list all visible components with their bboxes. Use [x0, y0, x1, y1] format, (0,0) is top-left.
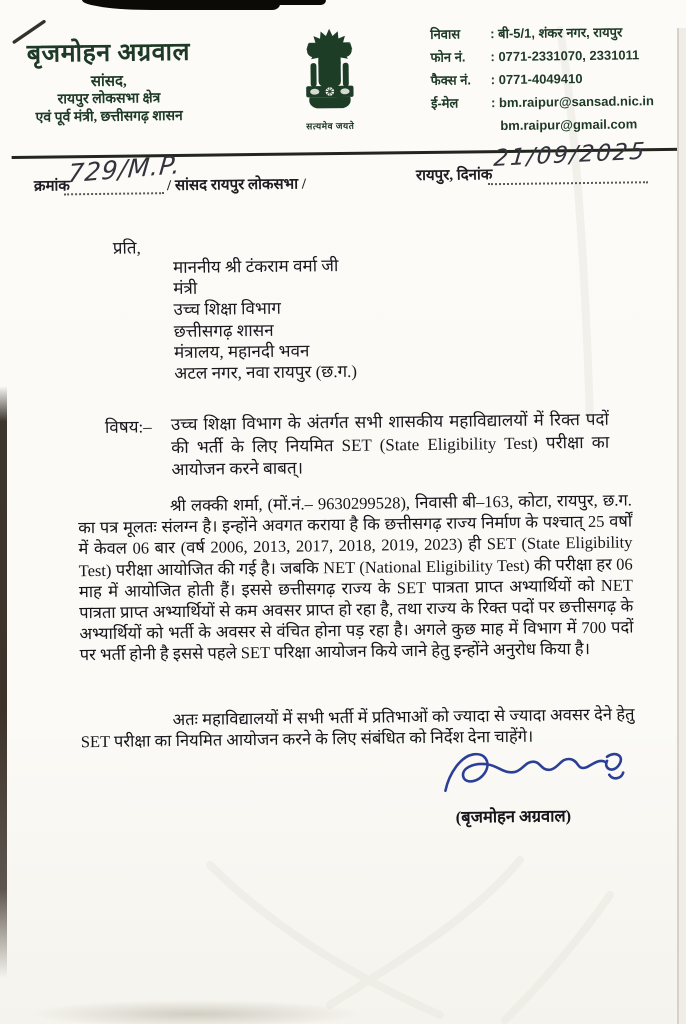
scan-bottom-smudge — [30, 1000, 360, 1024]
letterhead-contact-block — [430, 20, 665, 138]
contact-row-phone — [430, 43, 664, 69]
recipient-line: माननीय श्री टंकराम वर्मा जी — [172, 256, 339, 278]
letterhead-sender-block — [20, 38, 197, 128]
contact-row-fax — [431, 66, 665, 92]
contact-label — [431, 114, 491, 138]
body-paragraph-1: श्री लक्की शर्मा, (मों.नं.– 9630299528), निवासी बी–163, कोटा, रायपुर, छ.ग. का पत्र मूलतः संलग्न है। इन्होंने अवगत कराया है कि छत्तीसगढ़ राज्य निर्माण के पश्चात् 25 वर्षों में केवल 06 बार (वर्ष 2006, 2013, 2017, 2018, 2019, 2023) ही SET (State Eligibility Test) परीक्षा आयोजित की गई है। जबकि NET (National Eligibility Test) की परीक्षा हर 06 माह में आयोजित होती हैं। इससे छत्तीसगढ़ राज्य के SET पात्रता प्राप्त अभ्यार्थियों को NET पात्रता प्राप्त अभ्यार्थियों से कम अवसर प्राप्त हो रहा है, तथा राज्य के रिक्त पदों पर छत्तीसगढ़ के अभ्यार्थियों को भर्ती के अवसर से वंचित होना पड़ रहा है। अगले कुछ माह में विभाग में 700 पदों पर भर्ती होनी है इससे पहले SET परिक्षा आयोजन किये जाने हेतु इन्होंने अनुरोध किया है। — [78, 490, 634, 665]
body-paragraph-2: अतः महाविद्यालयों में सभी भर्ती में प्रतिभाओं को ज्यादा से ज्यादा अवसर देने हेतु SET परीक्षा का नियमित आयोजन करने के लिए संबंधित को निर्देश देना चाहेंगे। — [80, 704, 635, 752]
recipient-line: छत्तीसगढ़ शासन — [173, 320, 274, 341]
sender-role-line: रायपुर लोकसभा क्षेत्र — [57, 91, 161, 108]
contact-value: : bm.raipur@sansad.nic.in — [490, 93, 655, 111]
recipient-line: मंत्री — [173, 278, 198, 299]
place-date-label: रायपुर, दिनांक — [415, 167, 493, 185]
subject-text: उच्च शिक्षा विभाग के अंतर्गत सभी शासकीय महाविद्यालयों में रिक्त पदों की भर्ती के लिए नियमित SET (State Eligibility Test) परीक्षा का आयोजन करने बाबत्। — [170, 409, 610, 480]
contact-value: bm.raipur@gmail.com — [500, 116, 638, 134]
recipient-address-block — [173, 255, 357, 384]
recipient-salutation: प्रति, — [112, 238, 141, 258]
scan-edge-left — [0, 386, 7, 978]
sender-name: बृजमोहन अग्रवाल — [26, 38, 191, 68]
recipient-line: मंत्रालय, महानदी भवन — [173, 341, 310, 362]
contact-label: फैक्स नं. — [430, 72, 472, 88]
signatory-printed-name: (बृजमोहन अग्रवाल) — [455, 806, 572, 827]
handwritten-date: 21/09/2025 — [492, 138, 648, 172]
sender-role-line: एवं पूर्व मंत्री, छत्तीसगढ़ शासन — [35, 108, 183, 126]
recipient-line: अटल नगर, नवा रायपुर (छ.ग.) — [174, 361, 358, 384]
contact-label: निवास — [430, 26, 461, 42]
contact-value: : 0771-2331070, 2331011 — [490, 47, 640, 65]
recipient-line: उच्च शिक्षा विभाग — [173, 299, 281, 320]
sender-role-line: सांसद, — [90, 73, 127, 91]
contact-row-residence — [430, 20, 664, 46]
contact-label: फोन नं. — [430, 49, 466, 65]
national-emblem — [291, 26, 368, 133]
serial-number-label: क्रमांक — [33, 178, 71, 195]
emblem-caption: सत्यमेव जयते — [306, 120, 355, 132]
scan-edge-top-tail — [274, 0, 326, 5]
scan-edge-right-shade — [679, 28, 686, 1024]
contact-label: ई-मेल — [430, 95, 459, 111]
office-text: / सांसद रायपुर लोकसभा / — [166, 176, 307, 195]
contact-value: : बी-5/1, शंकर नगर, रायपुर — [490, 24, 623, 42]
contact-row-email — [431, 89, 665, 115]
contact-row-email-2 — [431, 112, 665, 138]
contact-value: : 0771-4049410 — [490, 71, 583, 88]
handwritten-serial-number: 729/M.P. — [66, 149, 183, 189]
subject-label: विषय:– — [104, 417, 152, 437]
signature-scribble — [437, 742, 634, 810]
ashoka-lion-capital-icon — [296, 26, 363, 119]
